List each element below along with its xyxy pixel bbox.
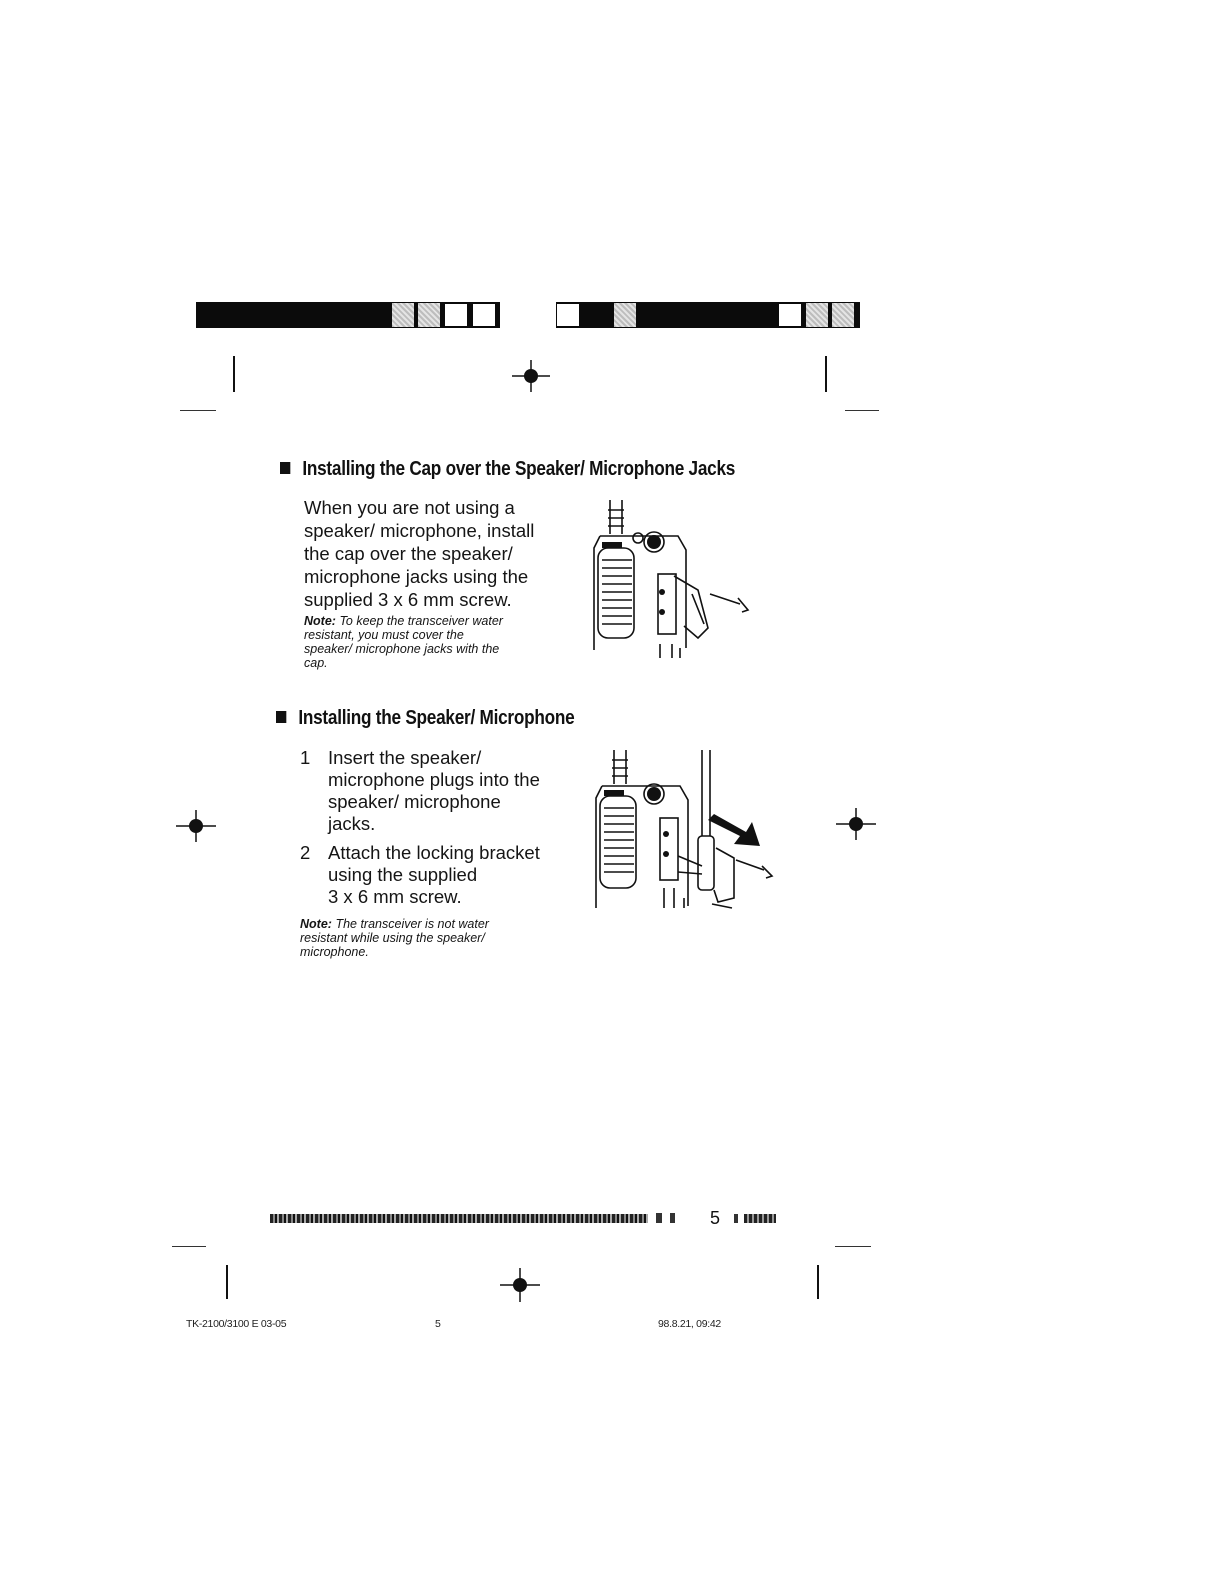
white-swatch — [472, 303, 496, 327]
bottom-tone-fragment — [744, 1214, 776, 1223]
note-label: Note: — [304, 614, 336, 628]
bullet-square-icon — [276, 711, 286, 723]
grey-swatch — [806, 303, 828, 327]
grey-swatch — [614, 303, 636, 327]
step-text: Insert the speaker/ microphone plugs into the speaker/ microphone jacks. — [328, 747, 540, 834]
crop-mark — [835, 1246, 871, 1247]
step-number: 2 — [300, 842, 311, 863]
crop-mark — [825, 356, 827, 392]
bullet-square-icon — [280, 462, 290, 474]
registration-target-icon — [836, 808, 876, 840]
section-heading-cap — [280, 458, 735, 481]
bottom-tone-fragment — [670, 1213, 675, 1223]
top-color-bar-left — [196, 302, 500, 328]
section-speaker-mic-note — [300, 917, 570, 959]
top-color-bar-right — [556, 302, 860, 328]
crop-mark — [233, 356, 235, 392]
note-text: The transceiver is not water resistant while using the speaker/ microphone. — [300, 917, 489, 959]
footer-file-name: TK-2100/3100 E 03-05 — [186, 1318, 287, 1330]
section-title: Installing the Speaker/ Microphone — [298, 707, 575, 729]
grey-swatch — [418, 303, 440, 327]
section-title: Installing the Cap over the Speaker/ Microphone Jacks — [302, 458, 736, 480]
bottom-tone-fragment — [656, 1213, 662, 1223]
footer-datetime: 98.8.21, 09:42 — [658, 1318, 721, 1330]
grey-swatch — [832, 303, 854, 327]
white-swatch — [778, 303, 802, 327]
section-cap-note — [304, 614, 574, 670]
crop-mark — [172, 1246, 206, 1247]
bottom-tone-fragment — [734, 1214, 738, 1223]
step-number: 1 — [300, 747, 311, 768]
section-cap-body: When you are not using a speaker/ microphone, install the cap over the speaker/ microphone jacks using the supplied 3 x 6 mm screw. — [304, 497, 535, 610]
step-text: Attach the locking bracket using the supplied 3 x 6 mm screw. — [328, 842, 540, 907]
section-heading-speaker-mic — [276, 707, 574, 730]
crop-mark — [817, 1265, 819, 1299]
page-number: 5 — [710, 1208, 721, 1228]
crop-mark — [226, 1265, 228, 1299]
crop-mark — [845, 410, 879, 411]
registration-target-icon — [512, 360, 550, 392]
transceiver-cap-illustration — [588, 498, 768, 660]
white-swatch — [556, 303, 580, 327]
transceiver-speaker-mic-illustration — [588, 748, 784, 918]
note-label: Note: — [300, 917, 332, 931]
footer-page: 5 — [435, 1318, 441, 1330]
registration-target-icon — [500, 1268, 540, 1302]
registration-target-icon — [176, 810, 216, 842]
grey-swatch — [392, 303, 414, 327]
instruction-step — [300, 747, 580, 837]
bottom-tone-bar — [270, 1214, 648, 1223]
crop-mark — [180, 410, 216, 411]
white-swatch — [444, 303, 468, 327]
instruction-step — [300, 842, 580, 912]
note-text: To keep the transceiver water resistant, you must cover the speaker/ microphone jacks with the cap. — [304, 614, 503, 670]
